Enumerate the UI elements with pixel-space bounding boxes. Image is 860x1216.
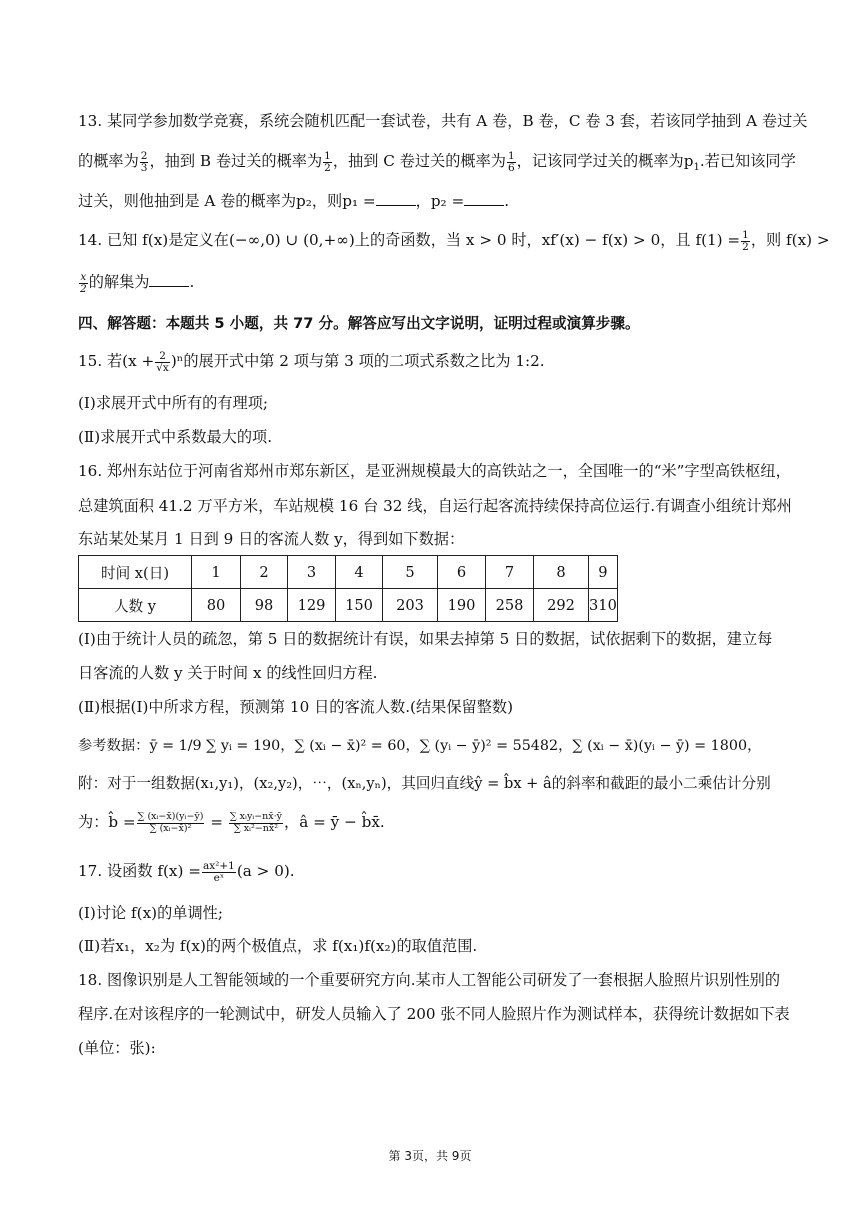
fraction-x-half: $\frac{x}{2}$ bbox=[80, 270, 87, 295]
passenger-table bbox=[78, 555, 618, 622]
table-cell: 80 bbox=[192, 589, 241, 622]
table-cell: 6 bbox=[438, 556, 486, 589]
q15-part-2: (Ⅱ)求展开式中系数最大的项. bbox=[78, 428, 273, 446]
q16-note-1: 附：对于一组数据(x₁,y₁)，(x₂,y₂)，⋯，(xₙ,yₙ)，其回归直线ŷ = b̂x + â的斜率和截距的最小二乘估计分别 bbox=[78, 775, 771, 792]
table-cell: 2 bbox=[241, 556, 288, 589]
q14-line-2: $\frac{x}{2}$ 的解集为 . bbox=[80, 270, 195, 295]
q16-line-2: 总建筑面积 41.2 万平方米，车站规模 16 台 32 线，自运行起客流持续保持高位运行.有调查小组统计郑州 bbox=[78, 497, 792, 515]
table-header-cell: 时间 x(日) bbox=[79, 556, 192, 589]
fraction-f: $\frac{\text{ax²+1}}{\text{eˣ}}$ bbox=[202, 859, 235, 884]
q18-line-2: 程序.在对该程序的一轮测试中，研发人员输入了 200 张不同人脸照片作为测试样本，获得统计数据如下表 bbox=[78, 1005, 790, 1023]
q17-part-1: (Ⅰ)讨论 f(x)的单调性; bbox=[78, 904, 223, 922]
table-cell: 98 bbox=[241, 589, 288, 622]
fraction-b: $\frac{1}{2}$ bbox=[324, 149, 331, 174]
q16-part-1a: (Ⅰ)由于统计人员的疏忽，第 5 日的数据统计有误，如果去掉第 5 日的数据，试依据剩下的数据，建立每 bbox=[78, 630, 773, 648]
fraction-c: $\frac{1}{6}$ bbox=[507, 149, 515, 174]
fraction-a: $\frac{2}{3}$ bbox=[140, 149, 148, 174]
table-row bbox=[79, 556, 618, 589]
answer-blank bbox=[149, 272, 189, 287]
table-cell: 190 bbox=[438, 589, 486, 622]
fraction-slope-2: $\frac{\text{∑ xᵢyᵢ−nx̄·ȳ}}{\text{∑ xᵢ²−nx̄²}}$ bbox=[229, 811, 283, 834]
q17-line-1: 17. 设函数 f(x) = $\frac{\text{ax²+1}}{\text{eˣ}}$ (a > 0). bbox=[78, 859, 295, 884]
q18-line-3: (单位：张): bbox=[78, 1039, 156, 1057]
q15-line-1: 15. 若(x + $\frac{2}{√x}$ )ⁿ的展开式中第 2 项与第 3 项的二项式系数之比为 1:2. bbox=[78, 349, 545, 374]
q14-line-1: 14. 已知 f(x)是定义在(−∞,0) ∪ (0,+∞)上的奇函数，当 x > 0 时，xf′(x) − f(x) > 0，且 f(1) = $\frac{1}{2}$ ，则 f(x) > bbox=[78, 228, 830, 253]
q17-part-2: (Ⅱ)若x₁，x₂为 f(x)的两个极值点，求 f(x₁)f(x₂)的取值范围. bbox=[78, 937, 478, 955]
q16-note-2: 为：b̂ = $\frac{\text{∑ (xᵢ−x̄)(yᵢ−ȳ)}}{\text{∑ (xᵢ−x̄)²}}$ = $\frac{\text{∑ xᵢyᵢ−nx̄·ȳ}}{\text{∑ xᵢ²−nx̄²}}$ ，â = ȳ − b̂x̄. bbox=[78, 811, 385, 834]
q13-line-2: 的概率为 $\frac{2}{3}$ ，抽到 B 卷过关的概率为 $\frac{1}{2}$ ，抽到 C 卷过关的概率为 $\frac{1}{6}$ ，记该同学过关的概率为$p_1$.若已知该同学 bbox=[78, 149, 796, 174]
table-cell: 1 bbox=[192, 556, 241, 589]
answer-blank bbox=[376, 191, 416, 206]
q16-part-2: (Ⅱ)根据(Ⅰ)中所求方程，预测第 10 日的客流人数.(结果保留整数) bbox=[78, 698, 513, 716]
q16-part-1b: 日客流的人数 y 关于时间 x 的线性回归方程. bbox=[78, 664, 378, 682]
table-cell: 258 bbox=[486, 589, 534, 622]
table-cell: 292 bbox=[534, 589, 589, 622]
table-row bbox=[79, 589, 618, 622]
q18-line-1: 18. 图像识别是人工智能领域的一个重要研究方向.某市人工智能公司研发了一套根据人脸照片识别性别的 bbox=[78, 971, 781, 989]
answer-blank bbox=[464, 191, 504, 206]
table-cell: 8 bbox=[534, 556, 589, 589]
table-cell: 150 bbox=[336, 589, 383, 622]
q13-line-3: 过关，则他抽到是 A 卷的概率为p₂，则p₁ = ，p₂ = . bbox=[78, 192, 510, 210]
table-cell: 9 bbox=[589, 556, 618, 589]
table-cell: 4 bbox=[336, 556, 383, 589]
table-cell: 7 bbox=[486, 556, 534, 589]
table-cell: 3 bbox=[288, 556, 336, 589]
section-heading: 四、解答题：本题共 5 小题，共 77 分。解答应写出文字说明，证明过程或演算步骤。 bbox=[78, 315, 640, 332]
table-cell: 129 bbox=[288, 589, 336, 622]
fraction-2-sqrtx: $\frac{2}{√x}$ bbox=[156, 349, 169, 374]
q13-line-1: 13. 某同学参加数学竞赛，系统会随机匹配一套试卷，共有 A 卷，B 卷，C 卷 3 套，若该同学抽到 A 卷过关 bbox=[78, 112, 808, 130]
table-cell: 310 bbox=[589, 589, 618, 622]
table-cell: 5 bbox=[383, 556, 438, 589]
table-cell: 203 bbox=[383, 589, 438, 622]
table-header-cell: 人数 y bbox=[79, 589, 192, 622]
fraction-half: $\frac{1}{2}$ bbox=[742, 228, 749, 253]
q16-line-1: 16. 郑州东站位于河南省郑州市郑东新区，是亚洲规模最大的高铁站之一，全国唯一的“米”字型高铁枢纽， bbox=[78, 462, 791, 480]
q15-part-1: (Ⅰ)求展开式中所有的有理项; bbox=[78, 394, 269, 412]
page-footer: 第 3页，共 9页 bbox=[388, 1149, 472, 1163]
q16-line-3: 东站某处某月 1 日到 9 日的客流人数 y，得到如下数据： bbox=[78, 530, 465, 548]
fraction-slope-1: $\frac{\text{∑ (xᵢ−x̄)(yᵢ−ȳ)}}{\text{∑ (xᵢ−x̄)²}}$ bbox=[137, 811, 204, 834]
q16-reference-data: 参考数据：ȳ = 1/9 ∑ yᵢ = 190，∑ (xᵢ − x̄)² = 60，∑ (yᵢ − ȳ)² = 55482，∑ (xᵢ − x̄)(yᵢ − ȳ) = 1800， bbox=[78, 738, 762, 754]
